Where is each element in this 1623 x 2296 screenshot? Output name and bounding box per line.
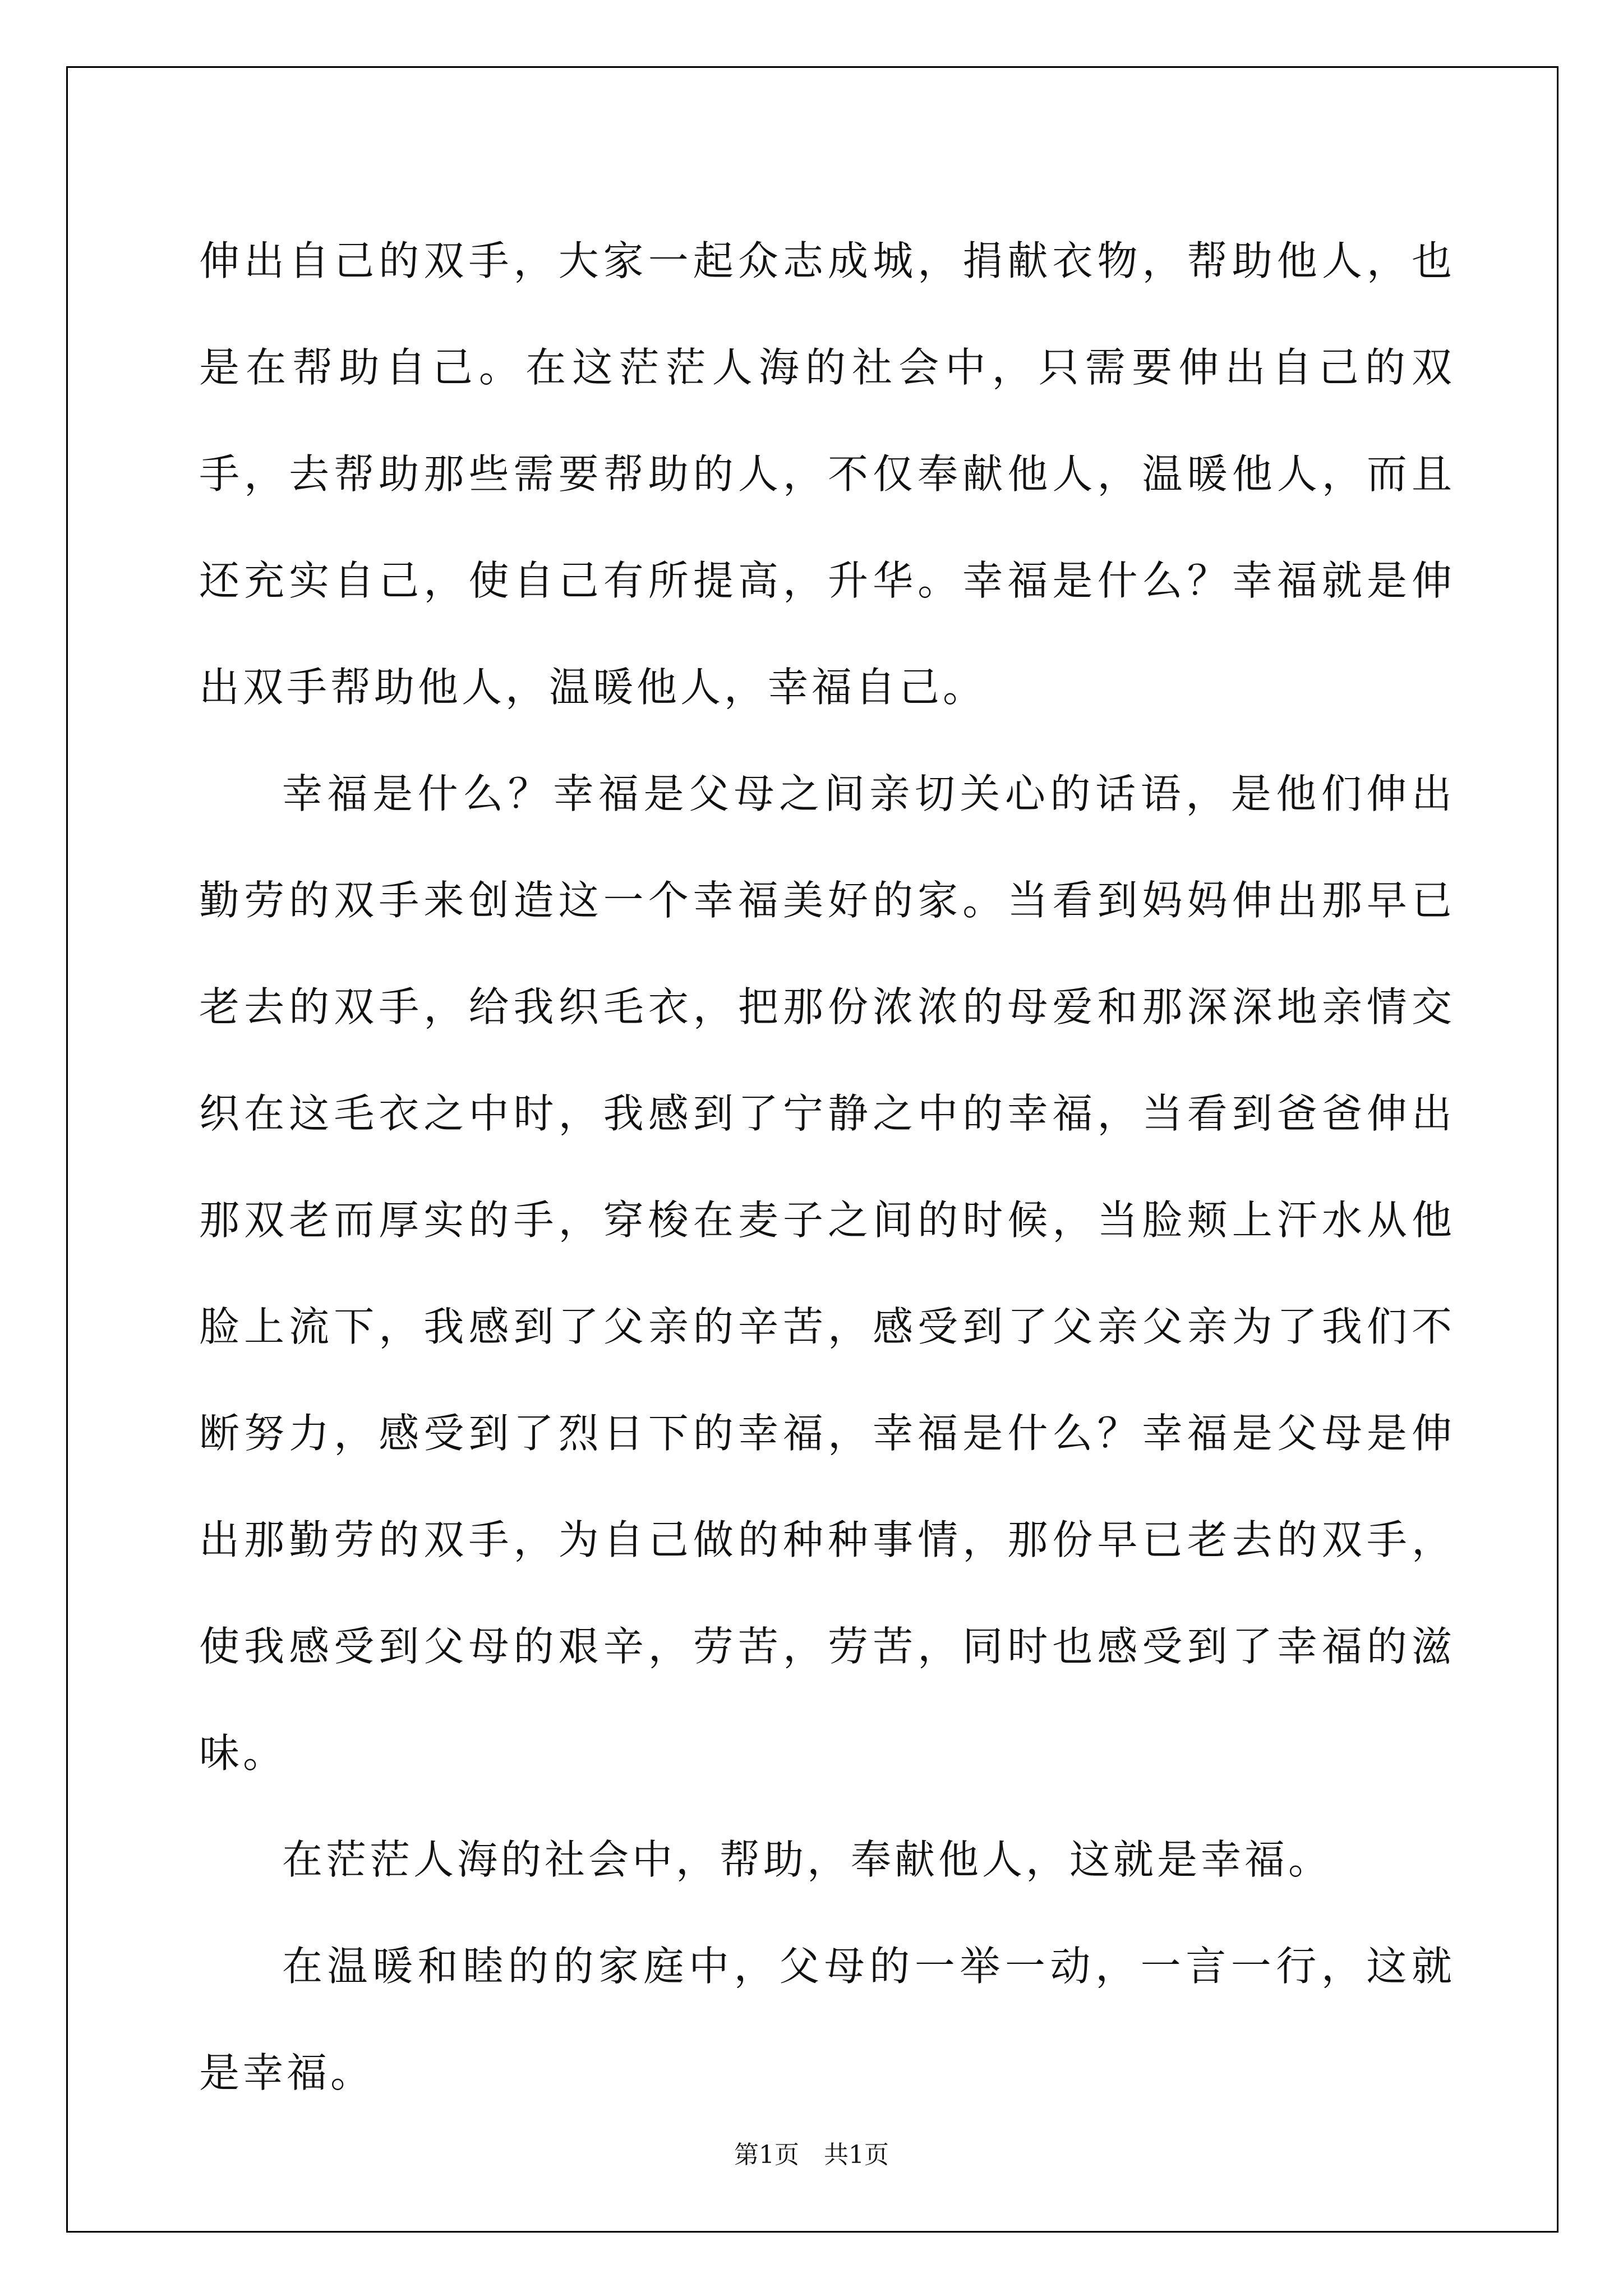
paragraph-3: 在茫茫人海的社会中，帮助，奉献他人，这就是幸福。: [282, 1836, 1332, 1883]
document-body: [199, 208, 1455, 2126]
paragraph-1: 伸出自己的双手，大家一起众志成城，捐献衣物，帮助他人，也是在帮助自己。在这茫茫人海的社会中，只需要伸出自己的双手，去帮助那些需要帮助的人，不仅奉献他人，温暖他人，而且还充实自己，使自己有所提高，升华。幸福是什么？幸福就是伸出双手帮助他人，温暖他人，幸福自己。: [199, 237, 1455, 711]
page-footer: 第1页 共1页: [734, 2141, 889, 2169]
paragraph-2: 幸福是什么？幸福是父母之间亲切关心的话语，是他们伸出勤劳的双手来创造这一个幸福美好的家。当看到妈妈伸出那早已老去的双手，给我织毛衣，把那份浓浓的母爱和那深深地亲情交织在这毛衣之中时，我感到了宁静之中的幸福，当看到爸爸伸出那双老而厚实的手，穿梭在麦子之间的时候，当脸颊上汗水从他脸上流下，我感到了父亲的辛苦，感受到了父亲父亲为了我们不断努力，感受到了烈日下的幸福，幸福是什么？幸福是父母是伸出那勤劳的双手，为自己做的种种事情，那份早已老去的双手，使我感受到父母的艰辛，劳苦，劳苦，同时也感受到了幸福的滋味。: [199, 770, 1455, 1777]
paragraph-4: 在温暖和睦的的家庭中，父母的一举一动，一言一行，这就是幸福。: [199, 1943, 1455, 2096]
